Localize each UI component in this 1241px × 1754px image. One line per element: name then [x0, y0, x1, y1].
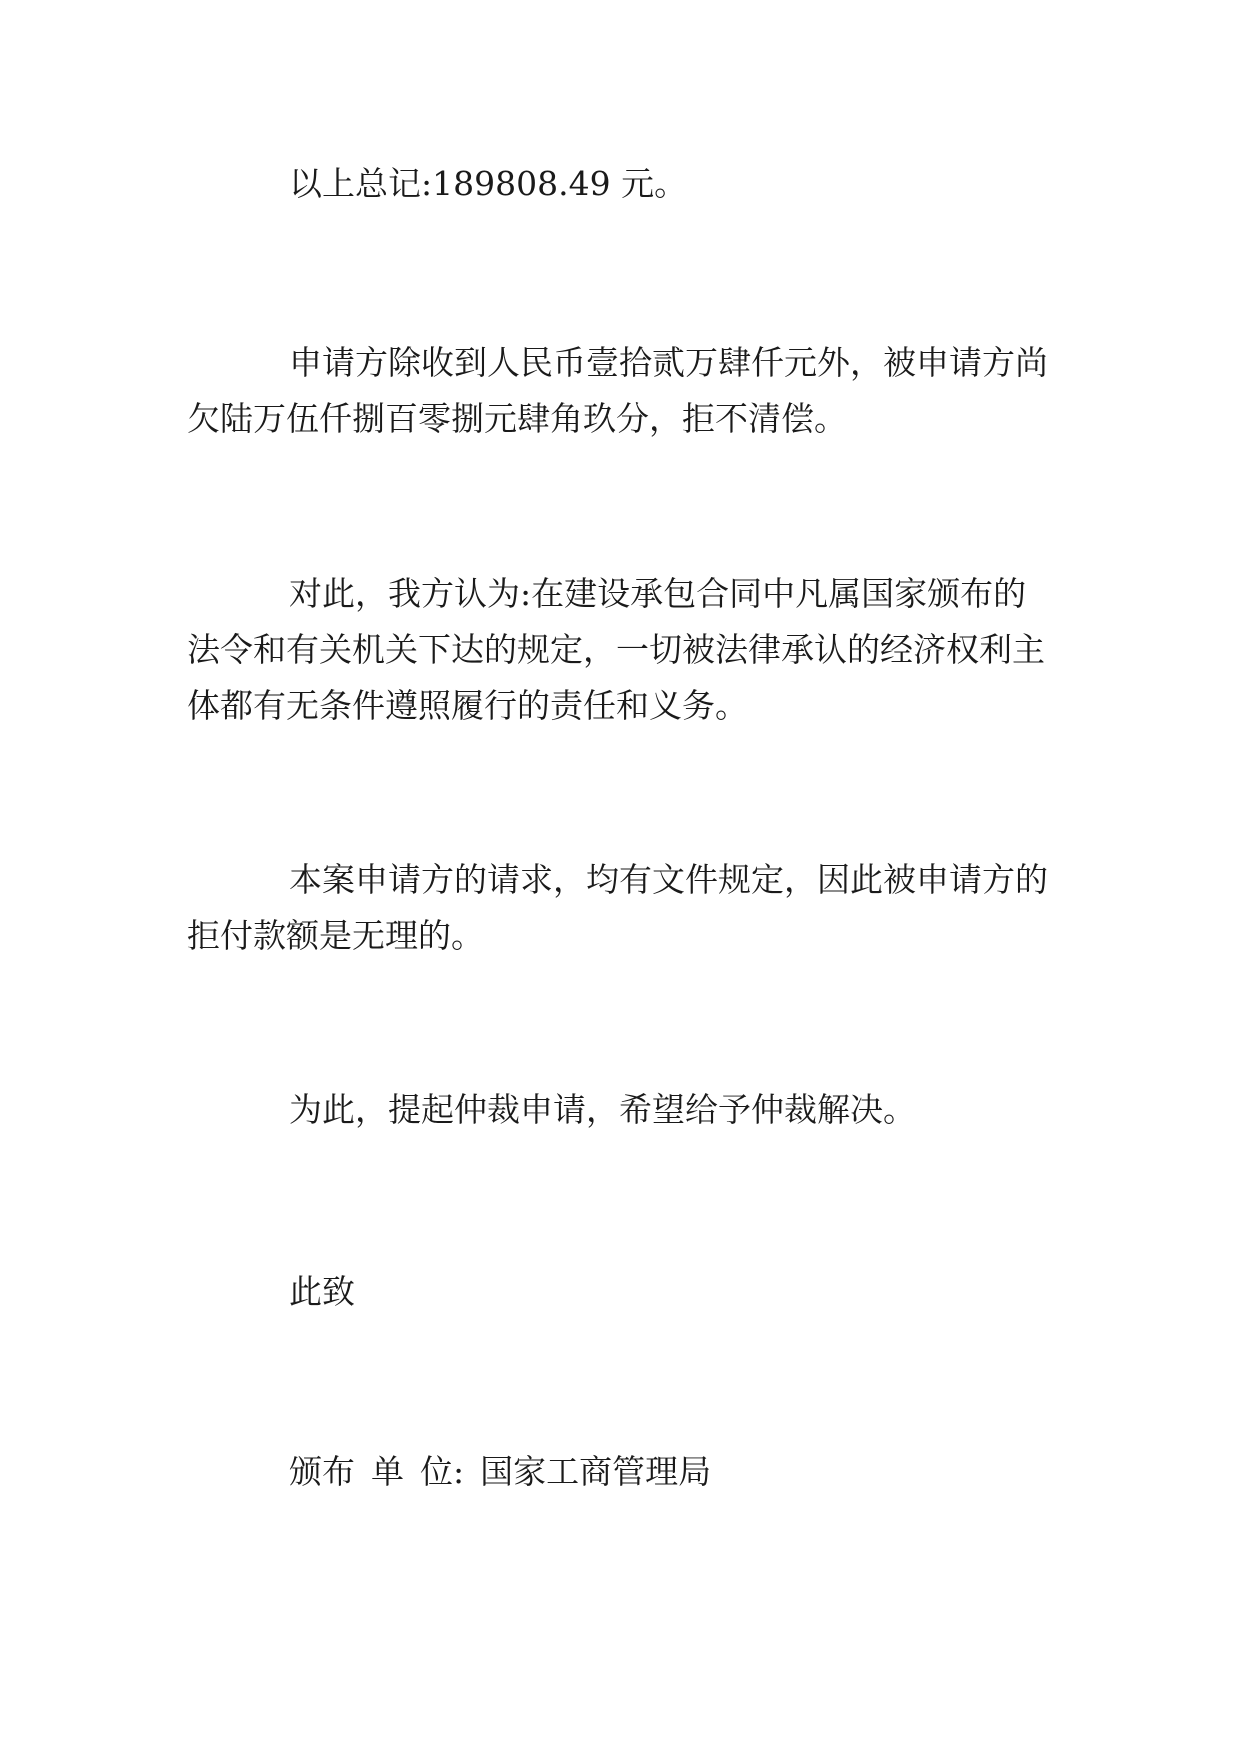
- paragraph-line: 申请方除收到人民币壹拾贰万肆仟元外，被申请方尚: [289, 343, 1048, 382]
- paragraph-line: 以上总记:189808.49 元。: [289, 164, 688, 203]
- issuer-label-part3: 位:: [420, 1452, 465, 1491]
- claim-justification-paragraph: [187, 852, 1057, 964]
- arbitration-request-paragraph: [187, 1082, 1057, 1138]
- issuer-label-part1: 颁布: [289, 1452, 355, 1491]
- paragraph-line: 拒付款额是无理的。: [187, 916, 484, 955]
- paragraph-line: 对此，我方认为:在建设承包合同中凡属国家颁布的: [289, 574, 1027, 613]
- paragraph-line: 体都有无条件遵照履行的责任和义务。: [187, 686, 748, 725]
- paragraph-line: 此致: [289, 1272, 355, 1311]
- legal-opinion-paragraph: [187, 566, 1057, 734]
- issuer-value: 国家工商管理局: [480, 1452, 712, 1491]
- issuer-line: [187, 1444, 1057, 1500]
- salutation-paragraph: [187, 1264, 1057, 1320]
- total-paragraph: [187, 156, 1057, 212]
- paragraph-line: 本案申请方的请求，均有文件规定，因此被申请方的: [289, 860, 1048, 899]
- issuer-label-part2: 单: [371, 1452, 404, 1491]
- paragraph-line: 法令和有关机关下达的规定，一切被法律承认的经济权利主: [187, 630, 1045, 669]
- paragraph-line: 欠陆万伍仟捌百零捌元肆角玖分，拒不清偿。: [187, 399, 847, 438]
- outstanding-balance-paragraph: [187, 335, 1057, 447]
- issuer-row: [187, 1444, 1057, 1500]
- paragraph-line: 为此，提起仲裁申请，希望给予仲裁解决。: [289, 1090, 916, 1129]
